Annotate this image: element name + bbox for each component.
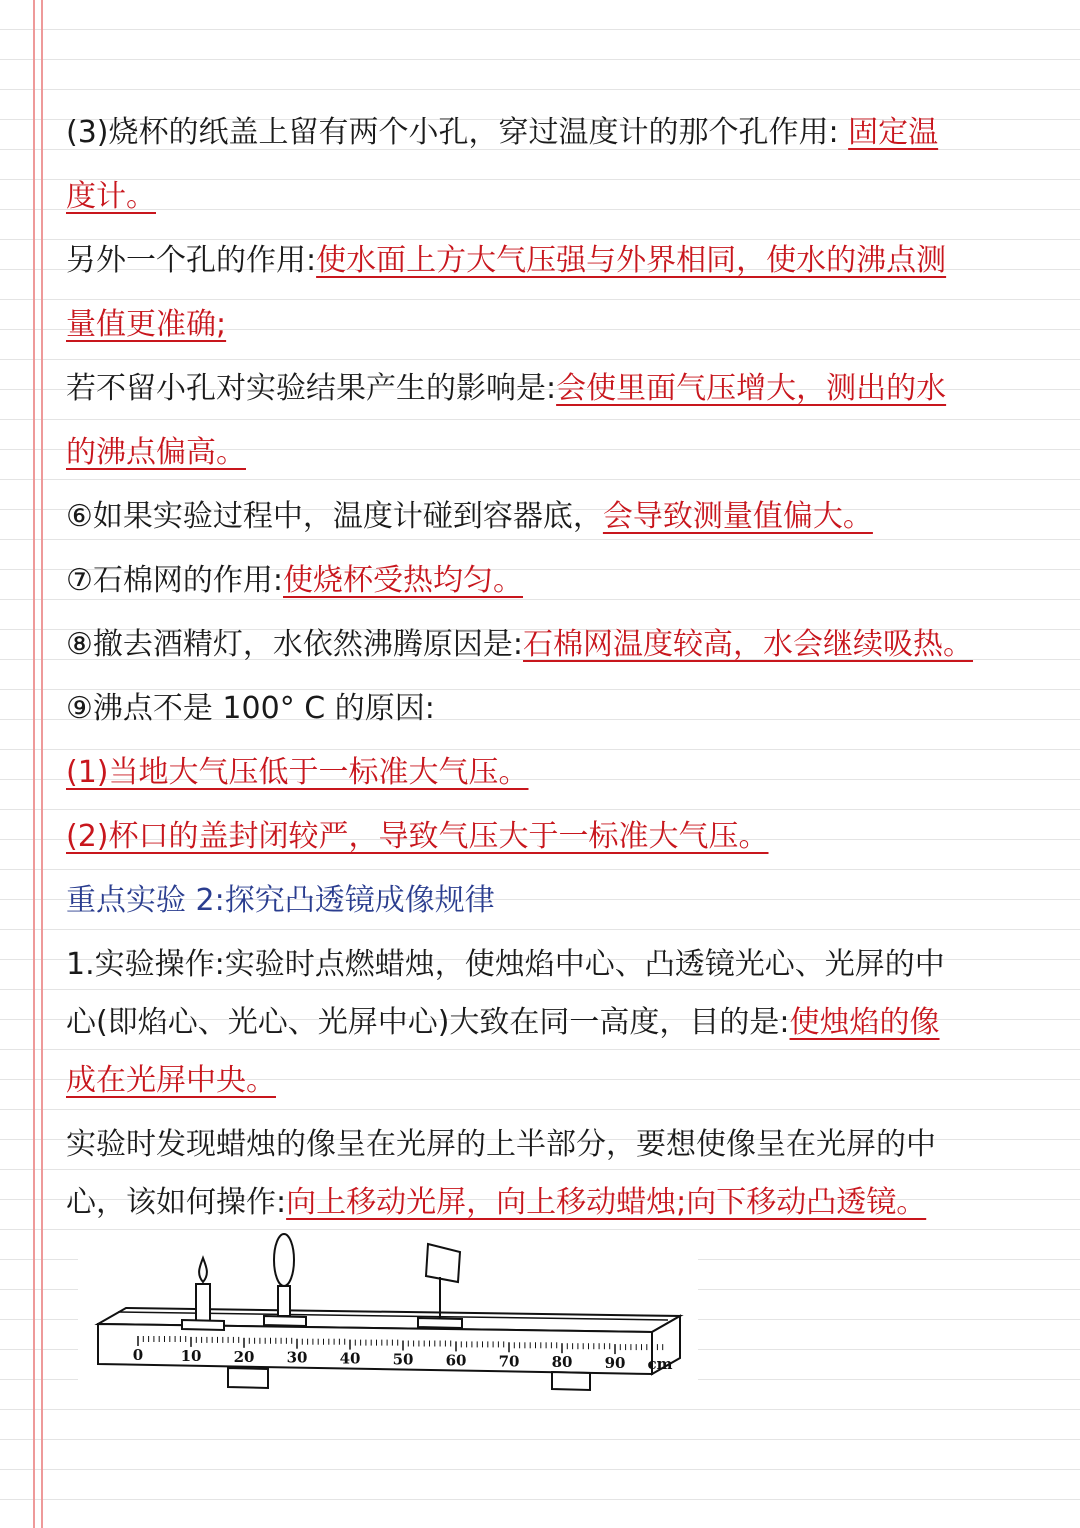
note-line <box>66 296 1018 354</box>
note-line <box>66 424 1018 482</box>
note-line: 心，该如何操作:向上移动光屏，向上移动蜡烛;向下移动凸透镜。 <box>66 1185 927 1220</box>
answer-text: 石棉网温度较高，水会继续吸热。 <box>523 627 974 662</box>
ruler-tick-label: 20 <box>233 1347 255 1366</box>
note-line: 实验时发现蜡烛的像呈在光屏的上半部分，要想使像呈在光屏的中 <box>66 1127 936 1162</box>
notes-content <box>66 104 1018 1232</box>
note-line <box>66 744 1018 802</box>
answer-text: 会使里面气压增大，测出的水 <box>556 371 947 406</box>
answer-text: (1)当地大气压低于一标准大气压。 <box>66 755 529 790</box>
note-line: ⑨沸点不是 100° C 的原因: <box>66 691 435 726</box>
note-line: 心(即焰心、光心、光屏中心)大致在同一高度，目的是:使烛焰的像 <box>66 1005 940 1040</box>
note-line: (3)烧杯的纸盖上留有两个小孔，穿过温度计的那个孔作用: 固定温 <box>66 115 939 150</box>
answer-text: 会导致测量值偏大。 <box>602 499 873 534</box>
ruler-tick-label: 70 <box>498 1352 520 1371</box>
answer-text: 的沸点偏高。 <box>66 435 246 470</box>
margin-line <box>41 0 43 1528</box>
ruler-tick-label: 0 <box>132 1346 144 1364</box>
answer-text: 量值更准确; <box>66 307 227 342</box>
note-line <box>66 1052 1018 1110</box>
note-line: 另外一个孔的作用:使水面上方大气压强与外界相同，使水的沸点测 <box>66 243 947 278</box>
ruler-unit-label: cm <box>647 1355 673 1373</box>
answer-text: (2)杯口的盖封闭较严，导致气压大于一标准大气压。 <box>66 819 769 854</box>
ruler-tick-label: 80 <box>551 1353 573 1372</box>
answer-text: 度计。 <box>66 179 156 214</box>
note-line: ⑧撤去酒精灯，水依然沸腾原因是:石棉网温度较高，水会继续吸热。 <box>66 627 974 662</box>
ruler-tick-label: 30 <box>286 1348 308 1367</box>
note-line <box>66 168 1018 226</box>
ruler-tick-label: 90 <box>604 1354 626 1373</box>
note-line: 1.实验操作:实验时点燃蜡烛，使烛焰中心、凸透镜光心、光屏的中 <box>66 947 945 982</box>
ruler-tick-label: 50 <box>392 1350 414 1369</box>
margin-line <box>33 0 35 1528</box>
answer-text: 成在光屏中央。 <box>66 1063 276 1098</box>
ruler-tick-label: 10 <box>180 1346 202 1365</box>
note-line <box>66 808 1018 866</box>
optical-bench-diagram <box>78 1232 698 1392</box>
ruler-tick-label: 60 <box>445 1351 467 1370</box>
section-heading: 重点实验 2:探究凸透镜成像规律 <box>66 883 495 918</box>
ruler-tick-label: 40 <box>339 1349 361 1368</box>
note-line: 若不留小孔对实验结果产生的影响是:会使里面气压增大，测出的水 <box>66 371 947 406</box>
optical-bench-figure <box>78 1232 698 1392</box>
answer-text: 使烛焰的像 <box>789 1005 940 1040</box>
note-line: ⑦石棉网的作用:使烧杯受热均匀。 <box>66 563 524 598</box>
answer-text: 向上移动光屏，向上移动蜡烛;向下移动凸透镜。 <box>286 1185 927 1220</box>
answer-text: 使烧杯受热均匀。 <box>283 563 524 598</box>
note-line: ⑥如果实验过程中，温度计碰到容器底，会导致测量值偏大。 <box>66 499 873 534</box>
answer-text: 使水面上方大气压强与外界相同，使水的沸点测 <box>316 243 947 278</box>
answer-text: 固定温 <box>848 115 939 150</box>
